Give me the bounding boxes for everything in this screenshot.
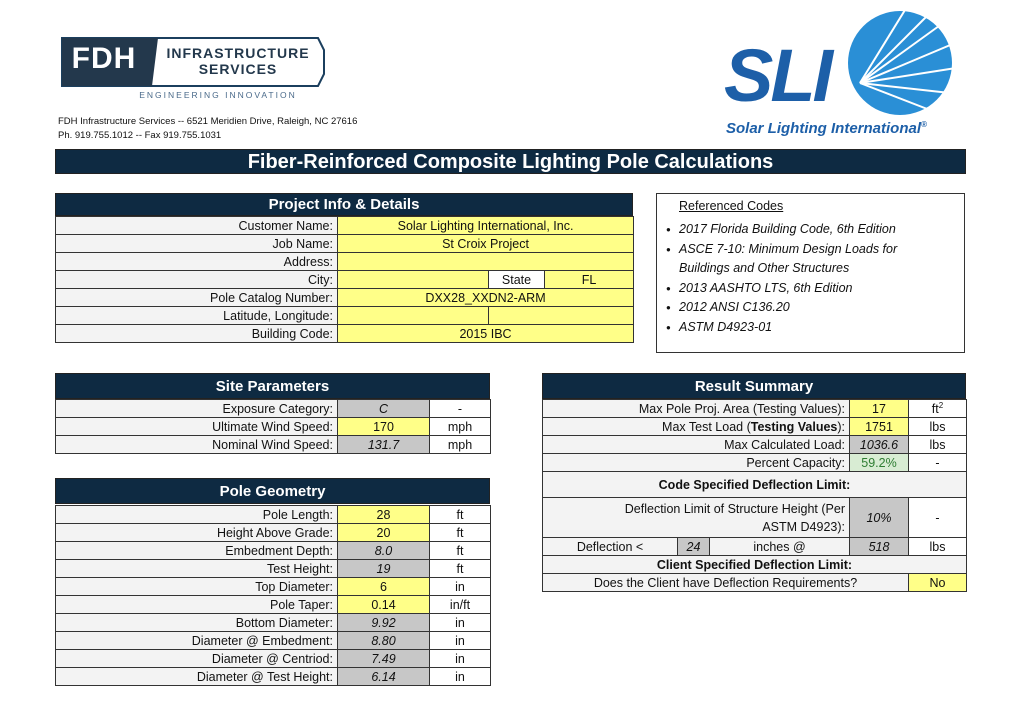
proj-area-label: Max Pole Proj. Area (Testing Values): <box>543 400 850 418</box>
site-rows <box>56 400 491 454</box>
table-row <box>56 436 491 454</box>
building-code-label: Building Code: <box>56 325 338 343</box>
geometry-param-value[interactable]: 6 <box>338 578 430 596</box>
table-row <box>56 524 491 542</box>
deflection-inches: 24 <box>678 538 710 556</box>
calc-load-value: 1036.6 <box>850 436 909 454</box>
longitude-field[interactable] <box>489 307 634 325</box>
sli-name <box>726 120 927 137</box>
geometry-param-label: Test Height: <box>56 560 338 578</box>
geometry-param-unit: in <box>430 632 491 650</box>
defl-limit-label-2: ASTM D4923): <box>762 519 845 534</box>
sli-name-text: Solar Lighting International <box>726 120 921 137</box>
client-question: Does the Client have Deflection Requirements? <box>543 574 909 592</box>
table-row <box>543 538 967 556</box>
geometry-param-unit: in/ft <box>430 596 491 614</box>
site-param-unit: mph <box>430 418 491 436</box>
test-load-label <box>543 418 850 436</box>
site-param-unit: mph <box>430 436 491 454</box>
table-row <box>56 271 634 289</box>
fdh-abbr: FDH <box>71 42 137 75</box>
table-row <box>56 235 634 253</box>
code-item: ● ASCE 7-10: Minimum Design Loads for <box>679 240 897 260</box>
fdh-logo <box>58 32 326 104</box>
table-row <box>56 668 491 686</box>
defl-limit-unit: - <box>909 498 967 538</box>
table-row <box>56 596 491 614</box>
proj-area-unit-text: ft <box>931 402 939 417</box>
geometry-param-value: 8.0 <box>338 542 430 560</box>
client-deflection-header: Client Specified Deflection Limit: <box>543 556 967 574</box>
geometry-param-value: 6.14 <box>338 668 430 686</box>
company-address: FDH Infrastructure Services -- 6521 Meridien Drive, Raleigh, NC 27616 <box>58 116 358 127</box>
table-row <box>56 632 491 650</box>
table-row <box>56 578 491 596</box>
calc-load-label: Max Calculated Load: <box>543 436 850 454</box>
city-label: City: <box>56 271 338 289</box>
sunburst-icon <box>840 8 960 118</box>
site-table <box>55 399 491 454</box>
table-row <box>56 217 634 235</box>
test-load-value[interactable]: 1751 <box>850 418 909 436</box>
geometry-header: Pole Geometry <box>55 478 490 504</box>
geometry-param-label: Pole Length: <box>56 506 338 524</box>
table-row <box>56 614 491 632</box>
address-label: Address: <box>56 253 338 271</box>
geometry-param-value: 9.92 <box>338 614 430 632</box>
test-load-unit: lbs <box>909 418 967 436</box>
deflection-label: Deflection < <box>543 538 678 556</box>
geometry-param-unit: ft <box>430 506 491 524</box>
table-row <box>543 400 967 418</box>
defl-limit-label <box>543 498 850 538</box>
latitude-field[interactable] <box>338 307 489 325</box>
geometry-rows <box>56 506 491 686</box>
site-param-value[interactable]: 170 <box>338 418 430 436</box>
fdh-tagline: ENGINEERING INNOVATION <box>139 90 297 100</box>
site-param-label: Nominal Wind Speed: <box>56 436 338 454</box>
calc-load-unit: lbs <box>909 436 967 454</box>
page-title: Fiber-Reinforced Composite Lighting Pole Calculations <box>55 149 966 174</box>
defl-limit-value: 10% <box>850 498 909 538</box>
geometry-param-value[interactable]: 20 <box>338 524 430 542</box>
capacity-value: 59.2% <box>850 454 909 472</box>
geometry-param-label: Diameter @ Embedment: <box>56 632 338 650</box>
test-load-label-b: Testing Values <box>750 419 838 434</box>
table-row <box>543 574 967 592</box>
geometry-param-unit: in <box>430 668 491 686</box>
capacity-unit: - <box>909 454 967 472</box>
fdh-line1: INFRASTRUCTURE <box>166 45 310 61</box>
building-code-field[interactable]: 2015 IBC <box>338 325 634 343</box>
geometry-param-label: Embedment Depth: <box>56 542 338 560</box>
geometry-param-unit: ft <box>430 524 491 542</box>
table-row <box>56 418 491 436</box>
table-row <box>56 542 491 560</box>
geometry-param-unit: ft <box>430 542 491 560</box>
geometry-param-value[interactable]: 28 <box>338 506 430 524</box>
job-label: Job Name: <box>56 235 338 253</box>
table-row <box>543 498 967 538</box>
table-row <box>543 454 967 472</box>
code-item-continued: Buildings and Other Structures <box>679 261 850 275</box>
state-label: State <box>489 271 545 289</box>
code-deflection-header: Code Specified Deflection Limit: <box>543 472 967 498</box>
geometry-param-label: Diameter @ Test Height: <box>56 668 338 686</box>
table-row <box>543 436 967 454</box>
sli-mark: SLI <box>724 34 831 117</box>
geometry-table <box>55 505 491 686</box>
city-field[interactable] <box>338 271 489 289</box>
geometry-param-value: 7.49 <box>338 650 430 668</box>
geometry-param-label: Height Above Grade: <box>56 524 338 542</box>
client-answer[interactable]: No <box>909 574 967 592</box>
test-load-label-a: Max Test Load ( <box>662 419 751 434</box>
result-table <box>542 399 967 592</box>
table-row <box>56 325 634 343</box>
site-header: Site Parameters <box>55 373 490 399</box>
deflection-mid-label: inches @ <box>710 538 850 556</box>
proj-area-value[interactable]: 17 <box>850 400 909 418</box>
customer-label: Customer Name: <box>56 217 338 235</box>
deflection-load: 518 <box>850 538 909 556</box>
capacity-label: Percent Capacity: <box>543 454 850 472</box>
defl-limit-label-1: Deflection Limit of Structure Height (Per <box>624 501 845 516</box>
referenced-codes-box <box>656 193 965 353</box>
company-phone: Ph. 919.755.1012 -- Fax 919.755.1031 <box>58 130 222 141</box>
table-row <box>56 650 491 668</box>
address-field[interactable] <box>338 253 634 271</box>
table-row <box>543 418 967 436</box>
sli-reg: ® <box>921 120 927 129</box>
job-field[interactable]: St Croix Project <box>338 235 634 253</box>
state-field[interactable]: FL <box>545 271 634 289</box>
geometry-param-unit: ft <box>430 560 491 578</box>
sli-logo <box>722 8 972 140</box>
table-row <box>543 472 967 498</box>
table-row <box>56 307 634 325</box>
project-table <box>55 216 634 343</box>
geometry-param-label: Diameter @ Centriod: <box>56 650 338 668</box>
table-row <box>56 560 491 578</box>
site-param-label: Exposure Category: <box>56 400 338 418</box>
geometry-param-unit: in <box>430 578 491 596</box>
table-row <box>56 289 634 307</box>
codes-title: Referenced Codes <box>679 199 784 213</box>
code-item: ● 2012 ANSI C136.20 <box>679 298 897 318</box>
proj-area-unit-sup: 2 <box>938 400 944 410</box>
geometry-param-unit: in <box>430 614 491 632</box>
table-row <box>56 506 491 524</box>
geometry-param-value: 19 <box>338 560 430 578</box>
table-row <box>543 556 967 574</box>
geometry-param-label: Bottom Diameter: <box>56 614 338 632</box>
catalog-field[interactable]: DXX28_XXDN2-ARM <box>338 289 634 307</box>
test-load-label-c: ): <box>837 419 845 434</box>
proj-area-unit <box>909 400 967 418</box>
catalog-label: Pole Catalog Number: <box>56 289 338 307</box>
site-param-value: C <box>338 400 430 418</box>
geometry-param-label: Pole Taper: <box>56 596 338 614</box>
code-item: ● 2013 AASHTO LTS, 6th Edition <box>679 279 897 299</box>
site-param-unit: - <box>430 400 491 418</box>
fdh-line2: SERVICES <box>198 61 278 77</box>
geometry-param-value: 8.80 <box>338 632 430 650</box>
geometry-param-value[interactable]: 0.14 <box>338 596 430 614</box>
geometry-param-label: Top Diameter: <box>56 578 338 596</box>
table-row <box>56 400 491 418</box>
codes-list <box>657 220 897 337</box>
deflection-load-unit: lbs <box>909 538 967 556</box>
customer-field[interactable]: Solar Lighting International, Inc. <box>338 217 634 235</box>
result-header: Result Summary <box>542 373 966 399</box>
latlon-label: Latitude, Longitude: <box>56 307 338 325</box>
site-param-label: Ultimate Wind Speed: <box>56 418 338 436</box>
geometry-param-unit: in <box>430 650 491 668</box>
table-row <box>56 253 634 271</box>
site-param-value: 131.7 <box>338 436 430 454</box>
code-item: ● ASTM D4923-01 <box>679 318 897 338</box>
project-header: Project Info & Details <box>55 193 633 216</box>
code-item: ● 2017 Florida Building Code, 6th Edition <box>679 220 897 240</box>
